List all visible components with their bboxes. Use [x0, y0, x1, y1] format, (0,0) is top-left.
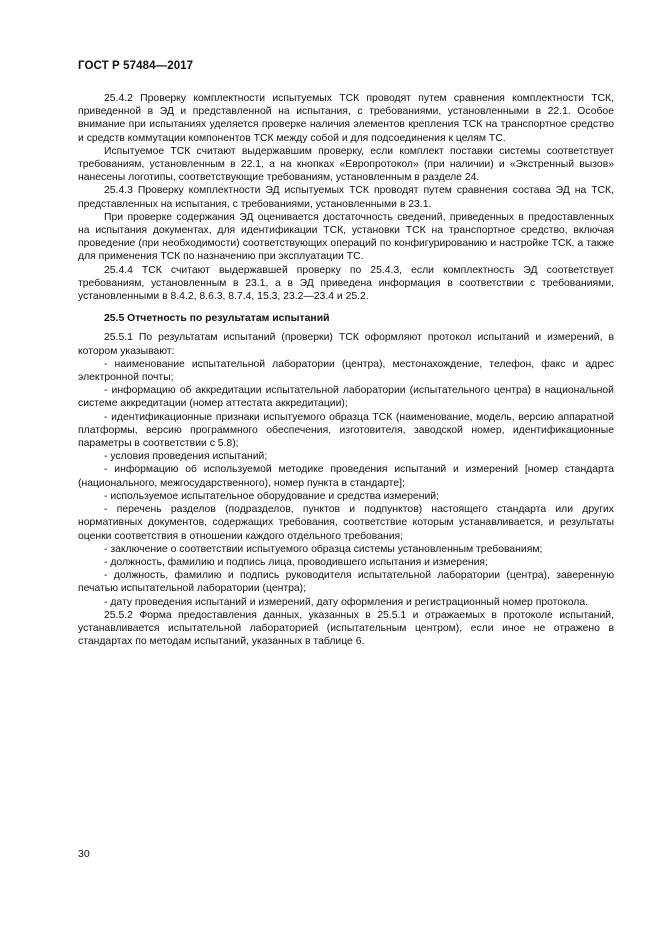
list-item: - заключение о соответствии испытуемого образца системы установленным требованиям; — [104, 543, 543, 555]
list-item: - перечень разделов (подразделов, пунктов и подпунктов) настоящего стандарта или других нормативных документов, содержащих требования, соответствие которым устанавливается, и результаты оценки соответствия в отношении каждого отдельного требования; — [78, 504, 614, 542]
paragraph-verdict-completeness: Испытуемое ТСК считают выдержавшим проверку, если комплект поставки системы соответствует требованиям, установленным в 22.1, а на кнопках «Европротокол» (при наличии) и «Экстренный вызов» нанесены логотипы, соответствующие требованиям, установленным в разделе 24. — [78, 145, 614, 184]
list-item: - условия проведения испытаний; — [104, 451, 268, 463]
paragraph-25-4-3: 25.4.3 Проверку комплектности ЭД испытуемых ТСК проводят путем сравнения состава ЭД на ТСК, представленных на испытания, с требованиями, установленными в 23.1. — [78, 185, 614, 210]
list-item: - наименование испытательной лаборатории (центра), местонахождение, телефон, факс и адрес электронной почты; — [78, 358, 614, 384]
document-body — [78, 92, 614, 648]
paragraph-25-5-2: 25.5.2 Форма предоставления данных, указанных в 25.5.1 и отражаемых в протоколе испытаний, устанавливается испытательной лабораторией (испытательным центром), если иное не отражено в стандартах по методам испытаний, указанных в таблице 6. — [78, 609, 614, 648]
paragraph-ed-content-check: При проверке содержания ЭД оценивается достаточность сведений, приведенных в предоставленных на испытания документах, для идентификации ТСК, установки ТСК на транспортное средство, включая проведение (при необходимости) соответствующих операций по конфигурированию и настройке ТСК, а также для применения ТСК по назначению при эксплуатации ТС. — [78, 211, 614, 263]
list-item: - информацию об аккредитации испытательной лаборатории (испытательного центра) в национальной системе аккредитации (номер аттестата аккредитации); — [78, 385, 614, 410]
list-item: - должность, фамилию и подпись лица, проводившего испытания и измерения; — [104, 556, 488, 568]
list-item: - должность, фамилию и подпись руководителя испытательной лаборатории (центра), заверенную печатью испытательной лаборатории (центра); — [78, 570, 614, 595]
section-heading-25-5: 25.5 Отчетность по результатам испытаний — [104, 313, 330, 325]
paragraph-25-4-4: 25.4.4 ТСК считают выдержавшей проверку по 25.4.3, если комплектность ЭД соответствует требованиям, установленным в 23.1, а в ЭД приведена информация в соответствии с требованиями, установленными в 8.4.2, 8.6.3, 8.7.4, 15.3, 23.2—23.4 и 25.2. — [78, 264, 614, 303]
list-item: - идентификационные признаки испытуемого образца ТСК (наименование, модель, версию аппаратной платформы, версию программного обеспечения, изготовителя, заводской номер, идентификационные параметры в соответствии с 5.8); — [78, 411, 614, 450]
document-header: ГОСТ Р 57484—2017 — [78, 60, 194, 72]
list-item: - дату проведения испытаний и измерений, дату оформления и регистрационный номер протокола. — [104, 596, 589, 608]
page-number: 30 — [78, 848, 90, 860]
list-item: - информацию об используемой методике проведения испытаний и измерений [номер стандарта (национального, межгосударственного), номер пункта в стандарте]; — [78, 464, 614, 489]
list-item: - используемое испытательное оборудование и средства измерений; — [104, 490, 439, 502]
paragraph-25-4-2: 25.4.2 Проверку комплектности испытуемых ТСК проводят путем сравнения комплектности ТСК, приведенной в ЭД и представленной на испытания, с требованиями, установленными в 22.1. Особое внимание при испытаниях уделяется проверке наличия элементов крепления ТСК на транспортное средство и средств коммутации компонентов ТСК между собой и для подсоединения к целям ТС. — [78, 93, 614, 144]
paragraph-25-5-1: 25.5.1 По результатам испытаний (проверки) ТСК оформляют протокол испытаний и измерений, в котором указывают: — [78, 332, 614, 357]
